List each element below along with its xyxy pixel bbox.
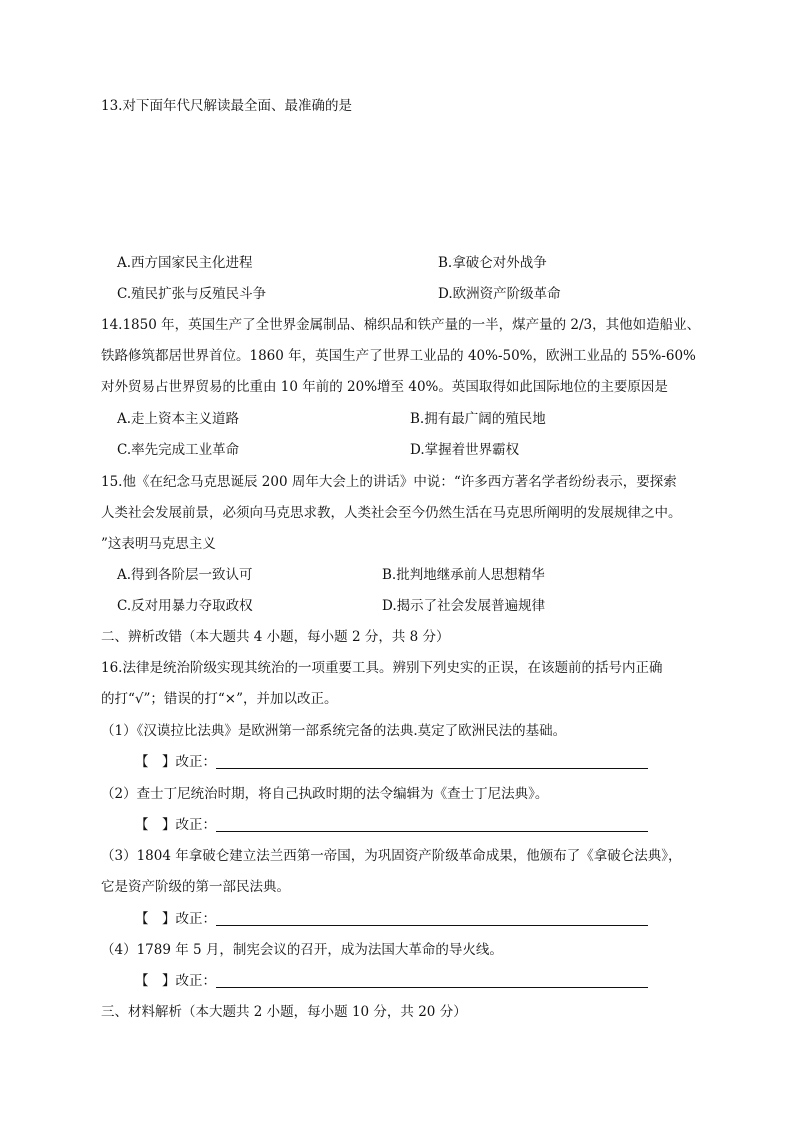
- q13-option-c: C.殖民扩张与反殖民斗争: [117, 286, 267, 302]
- section-3-heading: 三、材料解析（本大题共 2 小题，每小题 10 分，共 20 分）: [101, 1004, 467, 1020]
- section-2-heading: 二、辨析改错（本大题共 4 小题，每小题 2 分，共 8 分）: [101, 629, 450, 645]
- q13-stem: 13.对下面年代尺解读最全面、最准确的是: [101, 98, 352, 114]
- q13-option-d: D.欧洲资产阶级革命: [438, 286, 561, 302]
- q16-item-4-answer-blank[interactable]: [216, 987, 648, 988]
- q16-item-2-answer-blank[interactable]: [216, 831, 648, 832]
- q14-option-b: B.拥有最广阔的殖民地: [410, 411, 546, 427]
- q15-line-3: ”这表明马克思主义: [101, 536, 216, 552]
- q15-option-d: D.揭示了社会发展普遍规律: [382, 598, 546, 614]
- q14-line-2: 铁路修筑都居世界首位。1860 年，英国生产了世界工业品的 40%-50%，欧洲工业品的 55%-60%: [101, 348, 696, 364]
- q15-option-a: A.得到各阶层一致认可: [117, 567, 253, 583]
- q16-item-4: （4）1789 年 5 月，制宪会议的召开，成为法国大革命的导火线。: [101, 942, 503, 958]
- q16-item-3-answer-blank[interactable]: [216, 925, 648, 926]
- q15-line-1: 15.他《在纪念马克思诞辰 200 周年大会上的讲话》中说：“许多西方著名学者纷纷表示，要探索: [101, 474, 677, 490]
- q16-item-1: （1）《汉谟拉比法典》是欧洲第一部系统完备的法典.莫定了欧洲民法的基础。: [101, 723, 567, 739]
- q13-option-b: B.拿破仑对外战争: [438, 255, 547, 271]
- q14-option-c: C.率先完成工业革命: [117, 442, 240, 458]
- q14-option-a: A.走上资本主义道路: [117, 411, 240, 427]
- q16-item-3-correction-label: 【 】改正：: [135, 911, 216, 927]
- q16-line-1: 16.法律是统治阶级实现其统治的一项重要工具。辨别下列史实的正误，在该题前的括号内正确: [101, 660, 663, 676]
- q16-item-1-answer-blank[interactable]: [216, 768, 648, 769]
- q16-item-2-correction-label: 【 】改正：: [135, 817, 216, 833]
- q14-line-3: 对外贸易占世界贸易的比重由 10 年前的 20%增至 40%。英国取得如此国际地位的主要原因是: [101, 379, 668, 395]
- q16-item-2: （2）查士丁尼统治时期，将自己执政时期的法令编辑为《查士丁尼法典》。: [101, 786, 549, 802]
- q13-option-a: A.西方国家民主化进程: [117, 255, 253, 271]
- q15-option-c: C.反对用暴力夺取政权: [117, 598, 253, 614]
- q15-option-b: B.批判地继承前人思想精华: [382, 567, 545, 583]
- q16-line-2: 的打“√”；错误的打“×”，并加以改正。: [101, 691, 338, 707]
- q14-option-d: D.掌握着世界霸权: [410, 442, 520, 458]
- q15-line-2: 人类社会发展前景，必须向马克思求教，人类社会至今仍然生活在马克思所阐明的发展规律之中。: [101, 505, 682, 521]
- q16-item-1-correction-label: 【 】改正：: [135, 754, 216, 770]
- q16-item-3-line-1: （3）1804 年拿破仑建立法兰西第一帝国，为巩固资产阶级革命成果，他颁布了《拿破仑法典》，: [101, 848, 682, 864]
- q14-line-1: 14.1850 年，英国生产了全世界金属制品、棉织品和铁产量的一半，煤产量的 2/3，其他如造船业、: [101, 317, 701, 333]
- q16-item-4-correction-label: 【 】改正：: [135, 973, 216, 989]
- q16-item-3-line-2: 它是资产阶级的第一部民法典。: [101, 879, 290, 895]
